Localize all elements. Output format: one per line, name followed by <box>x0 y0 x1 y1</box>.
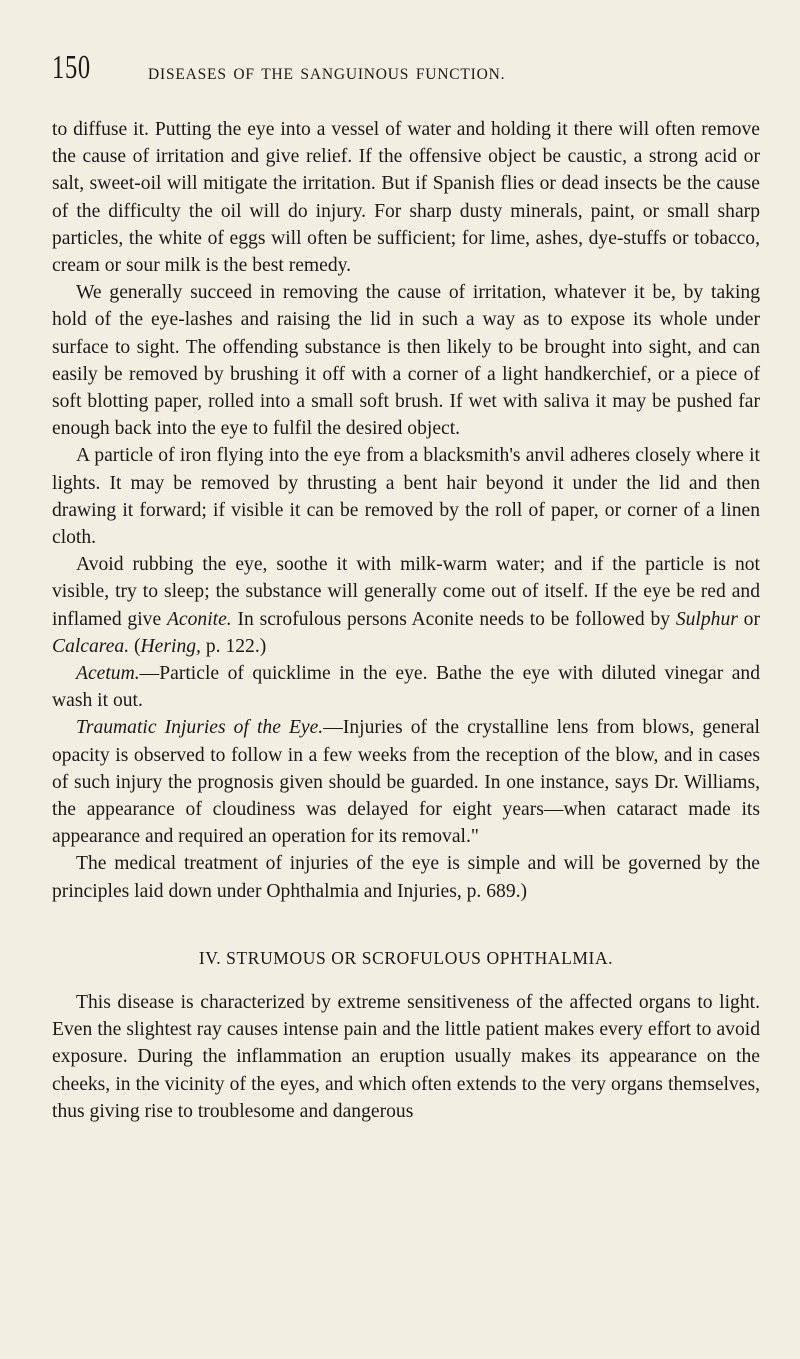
text-fragment: In scrofulous persons Aconite needs to be followed by <box>231 608 676 630</box>
paragraph-removing-irritation: We generally succeed in removing the cause of irritation, whatever it be, by taking hold of the eye-lashes and raising the lid in such a way as to expose its whole under surface to sight. The offending substance is then likely to be brought into sight, and can easily be removed by brushing it off with a corner of a light handkerchief, or a piece of soft blotting paper, rolled into a small soft brush. If wet with saliva it may be pushed far enough back into the eye to fulfil the desired object. <box>52 282 760 440</box>
paragraph-continued: to diffuse it. Putting the eye into a vessel of water and holding it there will often remove the cause of irritation and give relief. If the offensive object be caustic, a strong acid or salt, sweet-oil will mitigate the irritation. But if Spanish flies or dead insects be the cause of the difficulty the oil will do injury. For sharp dusty minerals, paint, or small sharp particles, the white of eggs will often be sufficient; for lime, ashes, dye-stuffs or tobacco, cream or sour milk is the best remedy. <box>52 119 760 277</box>
paragraph-medical-treatment: The medical treatment of injuries of the eye is simple and will be governed by the principles laid down under Ophthalmia and Injuries, p. 689.) <box>52 853 760 902</box>
term-acetum: Acetum. <box>76 663 140 685</box>
page-header <box>52 0 760 86</box>
section-heading: IV. STRUMOUS OR SCROFULOUS OPHTHALMIA. <box>198 947 614 968</box>
text-fragment: Avoid rubbing the eye, soothe it with milk-warm water; and if the particle is not visible, try to sleep; the substance will generally come out of itself. If the eye be red and inflamed give <box>52 554 760 630</box>
text-fragment: —Particle of quicklime in the eye. Bathe the eye with diluted vinegar and wash it out. <box>52 663 760 712</box>
text-fragment: ( <box>129 635 141 657</box>
term-traumatic-injuries: Traumatic Injuries of the Eye. <box>76 717 324 739</box>
reference-author: Hering, <box>140 635 201 657</box>
book-page <box>52 0 760 1359</box>
paragraph-iron-particle: A particle of iron flying into the eye from a blacksmith's anvil adheres closely where it lights. It may be removed by thrusting a bent hair beyond it under the lid and then drawing it forward; if visible it can be removed by the roll of paper, or corner of a linen cloth. <box>52 445 760 549</box>
paragraph-strumous-ophthalmia: This disease is characterized by extreme sensitiveness of the affected organs to light. Even the slightest ray causes intense pain and the little patient makes every effort to avoid exposure. During the inflammation an eruption usually makes its appearance on the cheeks, in the vicinity of the eyes, and which often extends to the very organs themselves, thus giving rise to troublesome and dangerous <box>52 991 760 1122</box>
page-number: 150 <box>52 49 91 86</box>
reference-page: p. 122.) <box>200 635 267 657</box>
paragraph-avoid-rubbing <box>52 551 760 660</box>
paragraph-acetum <box>52 660 760 714</box>
body-text <box>52 116 760 1125</box>
text-fragment: —Injuries of the crystalline lens from blows, general opacity is observed to follow in a few weeks from the reception of the blow, and in cases of such injury the prognosis given should be guarded. In one instance, says Dr. Williams, the appearance of cloudiness was delayed for eight years—when cataract made its appearance and required an operation for its removal." <box>52 717 760 848</box>
paragraph-traumatic-injuries <box>52 714 760 850</box>
remedy-sulphur: Sulphur <box>675 608 738 630</box>
running-title: DISEASES OF THE SANGUINOUS FUNCTION. <box>148 66 506 83</box>
remedy-aconite: Aconite. <box>166 608 232 630</box>
text-fragment: or <box>737 608 760 630</box>
remedy-calcarea: Calcarea. <box>52 635 130 657</box>
